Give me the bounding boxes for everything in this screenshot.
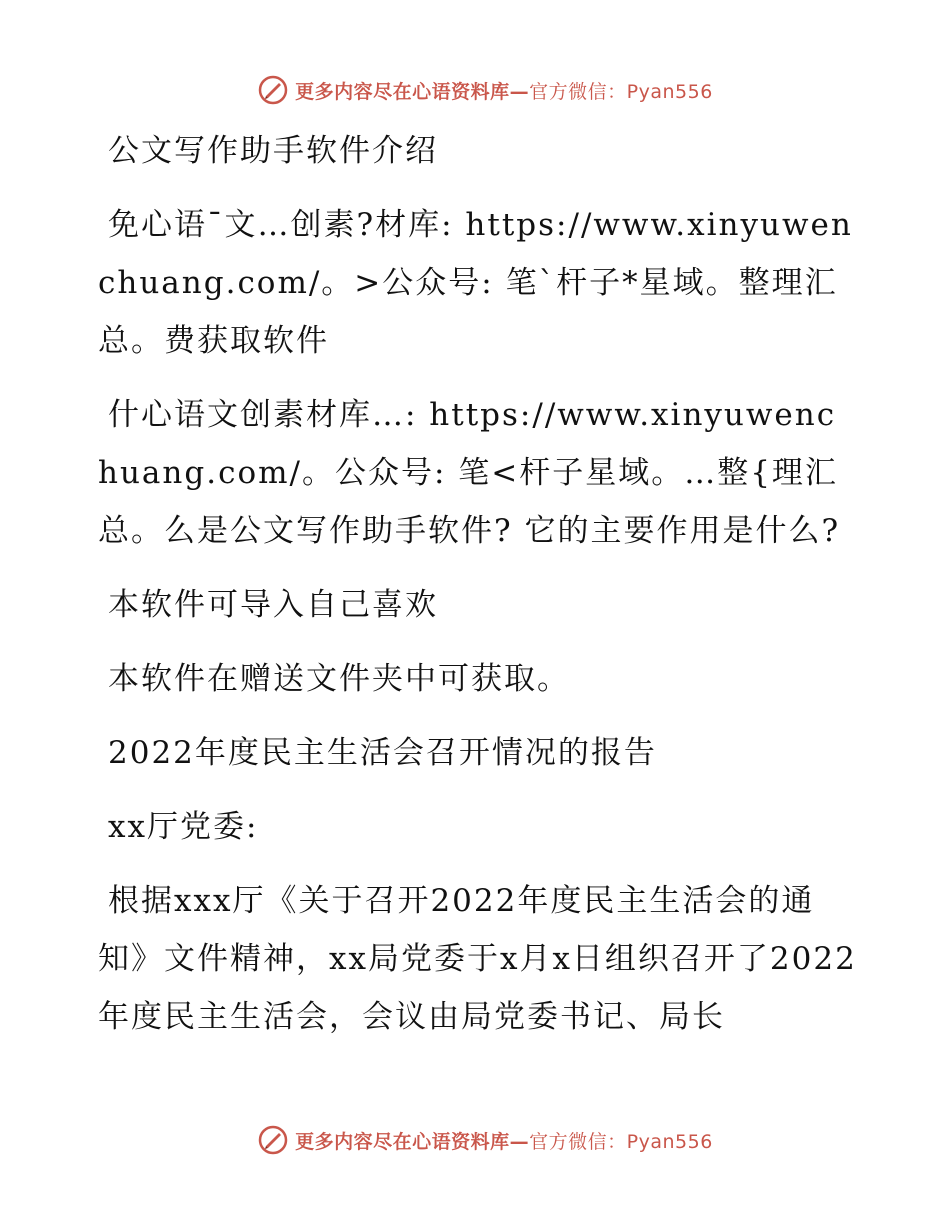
doc-paragraph-body: 根据xxx厅《关于召开2022年度民主生活会的通知》文件精神，xx局党委于x月x日组织召开了2022年度民主生活会，会议由局党委书记、局长 bbox=[98, 883, 857, 1035]
header-banner-main: 更多内容尽在心语资料库— bbox=[295, 80, 530, 103]
footer-watermark-banner bbox=[0, 1120, 950, 1160]
header-banner-inner bbox=[257, 74, 713, 106]
footer-banner-text bbox=[295, 1127, 713, 1154]
doc-paragraph-salutation: xx厅党委: bbox=[108, 809, 259, 845]
doc-paragraph-title: 公文写作助手软件介绍 bbox=[108, 133, 438, 169]
header-watermark-banner bbox=[0, 70, 950, 110]
doc-paragraph-promo-1: 免心语¯文…创素?材库: https://www.xinyuwenchuang.com/。>公众号: 笔`杆子*星域。整理汇总。费获取软件 bbox=[98, 207, 853, 359]
doc-paragraph-report-title: 2022年度民主生活会召开情况的报告 bbox=[108, 735, 657, 771]
footer-banner-main: 更多内容尽在心语资料库— bbox=[295, 1130, 530, 1153]
doc-paragraph-import: 本软件可导入自己喜欢 bbox=[108, 587, 438, 623]
footer-banner-inner bbox=[257, 1124, 713, 1156]
header-banner-text bbox=[295, 77, 713, 104]
quill-logo-icon bbox=[257, 74, 289, 106]
document-body bbox=[98, 122, 858, 1046]
doc-paragraph-promo-2: 什心语文创素材库…: https://www.xinyuwenchuang.com/。公众号: 笔<杆子星域。…整{理汇总。么是公文写作助手软件? 它的主要作用是什么? bbox=[98, 397, 841, 549]
footer-banner-wechat: 官方微信：Pyan556 bbox=[529, 1130, 713, 1153]
header-banner-wechat: 官方微信：Pyan556 bbox=[529, 80, 713, 103]
quill-logo-icon bbox=[257, 1124, 289, 1156]
doc-paragraph-folder: 本软件在赠送文件夹中可获取。 bbox=[108, 661, 570, 697]
